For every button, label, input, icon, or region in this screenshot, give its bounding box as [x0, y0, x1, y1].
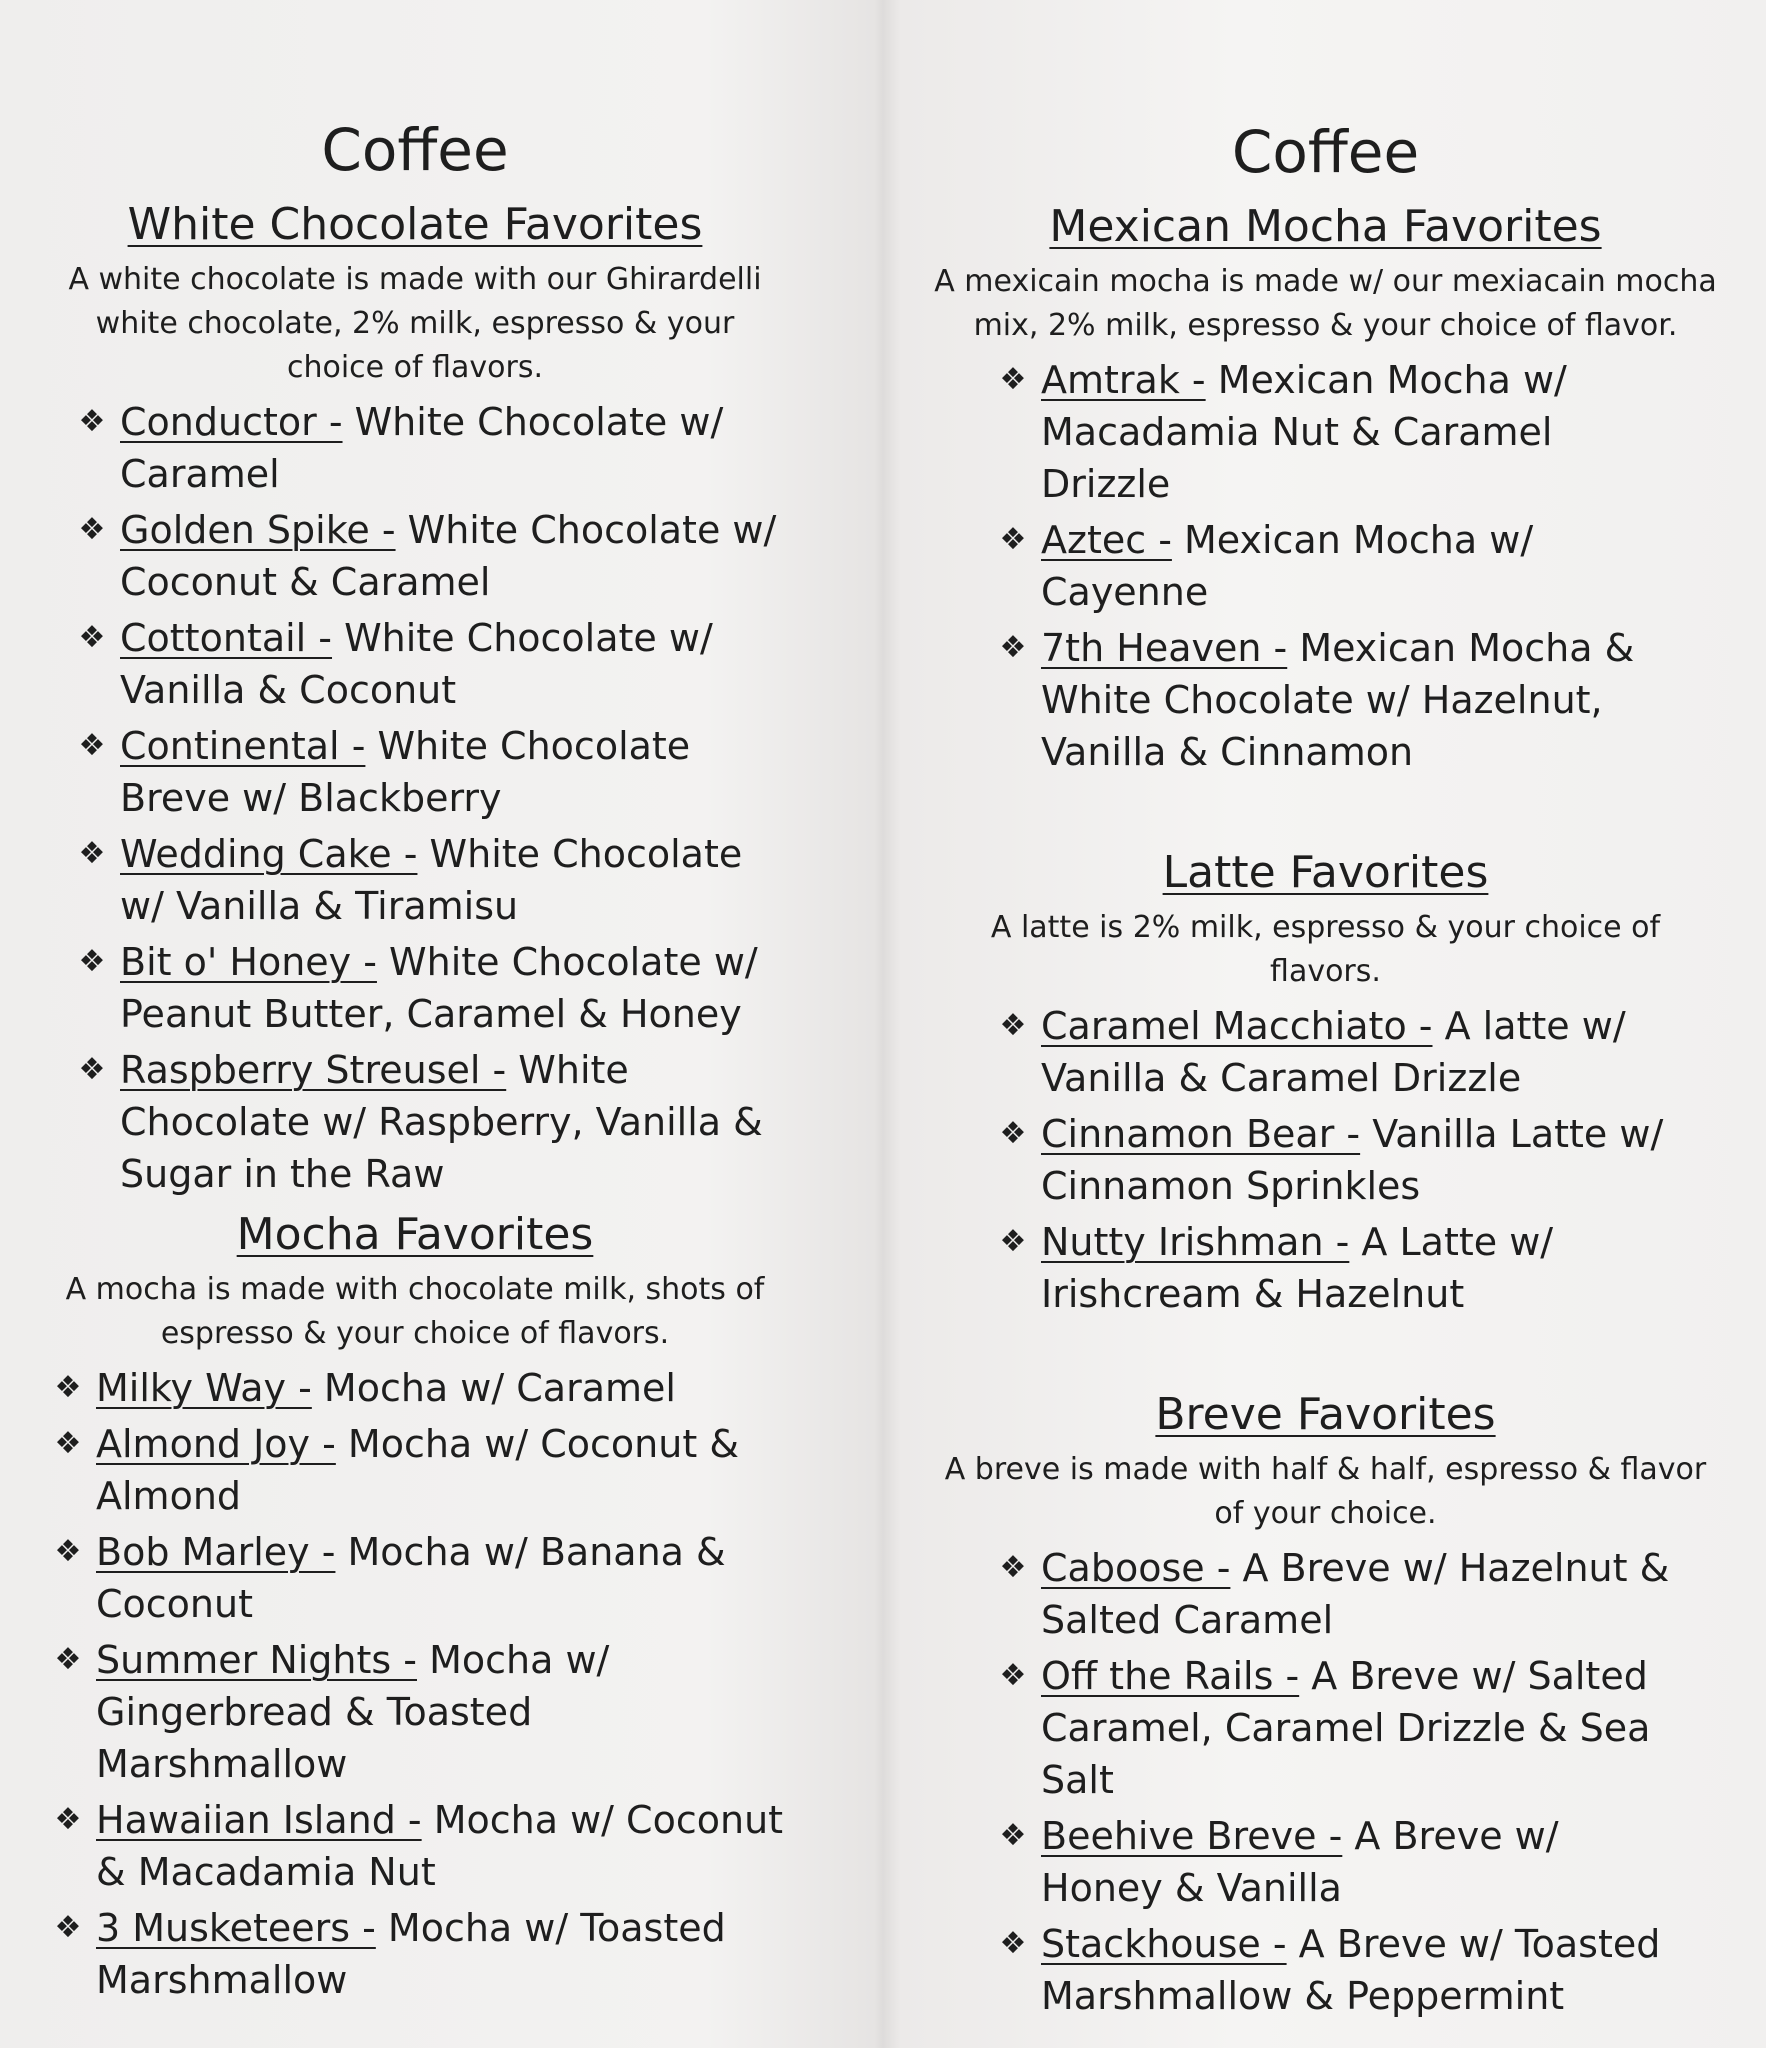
bullet-icon: ❖: [78, 728, 106, 763]
section-mexican-mocha: [925, 198, 1726, 778]
menu-item: [985, 354, 1686, 510]
item-desc: White Chocolate w/ Vanilla & Coconut: [120, 616, 713, 712]
bullet-icon: ❖: [999, 1926, 1027, 1961]
section-description: A breve is made with half & half, espresso & flavor of your choice.: [944, 1452, 1707, 1531]
bullet-icon: ❖: [78, 944, 106, 979]
item-desc: Mocha w/ Toasted Marshmallow: [96, 1906, 726, 2002]
item-desc: Mexican Mocha w/ Macadamia Nut & Caramel Drizzle: [1041, 358, 1567, 506]
menu-item: [64, 504, 790, 608]
item-name: Milky Way -: [96, 1366, 312, 1410]
section-description: A latte is 2% milk, espresso & your choice of flavors.: [990, 910, 1661, 989]
left-heading: Coffee: [321, 116, 509, 184]
menu-item: [40, 1362, 790, 1414]
left-column: [0, 0, 860, 2012]
item-name: Continental -: [120, 724, 366, 768]
item-name: Cottontail -: [120, 616, 333, 660]
item-name: Wedding Cake -: [120, 832, 418, 876]
menu-item: [40, 1794, 790, 1898]
section-title: White Chocolate Favorites: [127, 199, 703, 250]
item-desc: White Chocolate w/ Caramel: [120, 400, 724, 496]
item-desc: White Chocolate w/ Peanut Butter, Caramel & Honey: [120, 940, 758, 1036]
menu-item: [40, 1418, 790, 1522]
menu-item: [985, 514, 1686, 618]
bullet-icon: ❖: [999, 522, 1027, 557]
bullet-icon: ❖: [78, 836, 106, 871]
item-desc: A Breve w/ Hazelnut & Salted Caramel: [1041, 1546, 1670, 1642]
menu-item: [40, 1526, 790, 1630]
menu-item: [40, 1902, 790, 2006]
item-list: [925, 1542, 1726, 2022]
bullet-icon: ❖: [999, 1550, 1027, 1585]
bullet-icon: ❖: [999, 1008, 1027, 1043]
item-desc: Mexican Mocha & White Chocolate w/ Hazelnut, Vanilla & Cinnamon: [1041, 626, 1635, 774]
menu-item: [985, 1216, 1686, 1320]
item-name: Caramel Macchiato -: [1041, 1004, 1433, 1048]
menu-item: [985, 1810, 1686, 1914]
bullet-icon: ❖: [78, 512, 106, 547]
item-desc: A Latte w/ Irishcream & Hazelnut: [1041, 1220, 1554, 1316]
item-name: Golden Spike -: [120, 508, 396, 552]
menu-item: [985, 1108, 1686, 1212]
menu-item: [40, 1634, 790, 1790]
section-title: Latte Favorites: [1162, 847, 1489, 898]
item-desc: Mocha w/ Coconut & Macadamia Nut: [96, 1798, 784, 1894]
item-name: Bit o' Honey -: [120, 940, 377, 984]
menu-item: [64, 396, 790, 500]
item-desc: White Chocolate w/ Raspberry, Vanilla & Sugar in the Raw: [120, 1048, 763, 1196]
bullet-icon: ❖: [999, 362, 1027, 397]
section-description: A white chocolate is made with our Ghirardelli white chocolate, 2% milk, espresso & your choice of flavors.: [68, 262, 762, 385]
item-name: Summer Nights -: [96, 1638, 417, 1682]
right-heading: Coffee: [1231, 118, 1420, 186]
menu-item: [985, 1918, 1686, 2022]
menu-item: [64, 828, 790, 932]
item-desc: Mocha w/ Gingerbread & Toasted Marshmallow: [96, 1638, 610, 1786]
item-name: Almond Joy -: [96, 1422, 336, 1466]
item-desc: A Breve w/ Toasted Marshmallow & Peppermint: [1041, 1922, 1661, 2018]
bullet-icon: ❖: [78, 1052, 106, 1087]
item-desc: White Chocolate w/ Vanilla & Tiramisu: [120, 832, 743, 928]
bullet-icon: ❖: [54, 1802, 82, 1837]
item-desc: A Breve w/ Salted Caramel, Caramel Drizzle & Sea Salt: [1041, 1654, 1651, 1802]
item-name: Bob Marley -: [96, 1530, 336, 1574]
section-title: Mocha Favorites: [236, 1209, 594, 1260]
bullet-icon: ❖: [54, 1426, 82, 1461]
item-desc: Mocha w/ Banana & Coconut: [96, 1530, 726, 1626]
menu-item: [985, 1650, 1686, 1806]
item-list: [40, 396, 790, 1200]
section-title: Breve Favorites: [1155, 1389, 1496, 1440]
item-name: Off the Rails -: [1041, 1654, 1300, 1698]
item-name: Stackhouse -: [1041, 1922, 1287, 1966]
menu-item: [64, 720, 790, 824]
item-list: [40, 1362, 790, 2006]
menu-item: [985, 1000, 1686, 1104]
bullet-icon: ❖: [54, 1642, 82, 1677]
section-breve: [925, 1386, 1726, 2022]
item-list: [925, 354, 1726, 778]
section-mocha: [40, 1206, 790, 2006]
bullet-icon: ❖: [999, 1658, 1027, 1693]
item-name: Beehive Breve -: [1041, 1814, 1343, 1858]
bullet-icon: ❖: [999, 630, 1027, 665]
item-name: 3 Musketeers -: [96, 1906, 376, 1950]
item-desc: White Chocolate Breve w/ Blackberry: [120, 724, 691, 820]
item-name: 7th Heaven -: [1041, 626, 1288, 670]
item-name: Raspberry Streusel -: [120, 1048, 507, 1092]
bullet-icon: ❖: [54, 1534, 82, 1569]
menu-item: [985, 622, 1686, 778]
section-latte: [925, 844, 1726, 1320]
item-list: [925, 1000, 1726, 1320]
item-name: Caboose -: [1041, 1546, 1231, 1590]
section-description: A mocha is made with chocolate milk, shots of espresso & your choice of flavors.: [65, 1272, 765, 1351]
section-white-chocolate: [40, 196, 790, 1200]
menu-item: [985, 1542, 1686, 1646]
item-name: Nutty Irishman -: [1041, 1220, 1350, 1264]
item-name: Amtrak -: [1041, 358, 1206, 402]
item-name: Aztec -: [1041, 518, 1172, 562]
bullet-icon: ❖: [999, 1818, 1027, 1853]
section-description: A mexicain mocha is made w/ our mexiacain mocha mix, 2% milk, espresso & your choice of flavor.: [934, 264, 1717, 343]
item-desc: Mexican Mocha w/ Cayenne: [1041, 518, 1534, 614]
item-desc: A latte w/ Vanilla & Caramel Drizzle: [1041, 1004, 1626, 1100]
item-desc: A Breve w/ Honey & Vanilla: [1041, 1814, 1559, 1910]
menu-item: [64, 612, 790, 716]
item-desc: Vanilla Latte w/ Cinnamon Sprinkles: [1041, 1112, 1664, 1208]
bullet-icon: ❖: [54, 1370, 82, 1405]
item-desc: Mocha w/ Caramel: [311, 1366, 676, 1410]
right-column: [905, 0, 1766, 2028]
bullet-icon: ❖: [78, 620, 106, 655]
section-title: Mexican Mocha Favorites: [1049, 201, 1602, 252]
item-desc: White Chocolate w/ Coconut & Caramel: [120, 508, 777, 604]
menu-item: [64, 936, 790, 1040]
bullet-icon: ❖: [999, 1116, 1027, 1151]
item-name: Cinnamon Bear -: [1041, 1112, 1361, 1156]
menu-item: [64, 1044, 790, 1200]
bullet-icon: ❖: [999, 1224, 1027, 1259]
bullet-icon: ❖: [78, 404, 106, 439]
item-desc: Mocha w/ Coconut & Almond: [96, 1422, 739, 1518]
item-name: Conductor -: [120, 400, 343, 444]
bullet-icon: ❖: [54, 1910, 82, 1945]
item-name: Hawaiian Island -: [96, 1798, 422, 1842]
